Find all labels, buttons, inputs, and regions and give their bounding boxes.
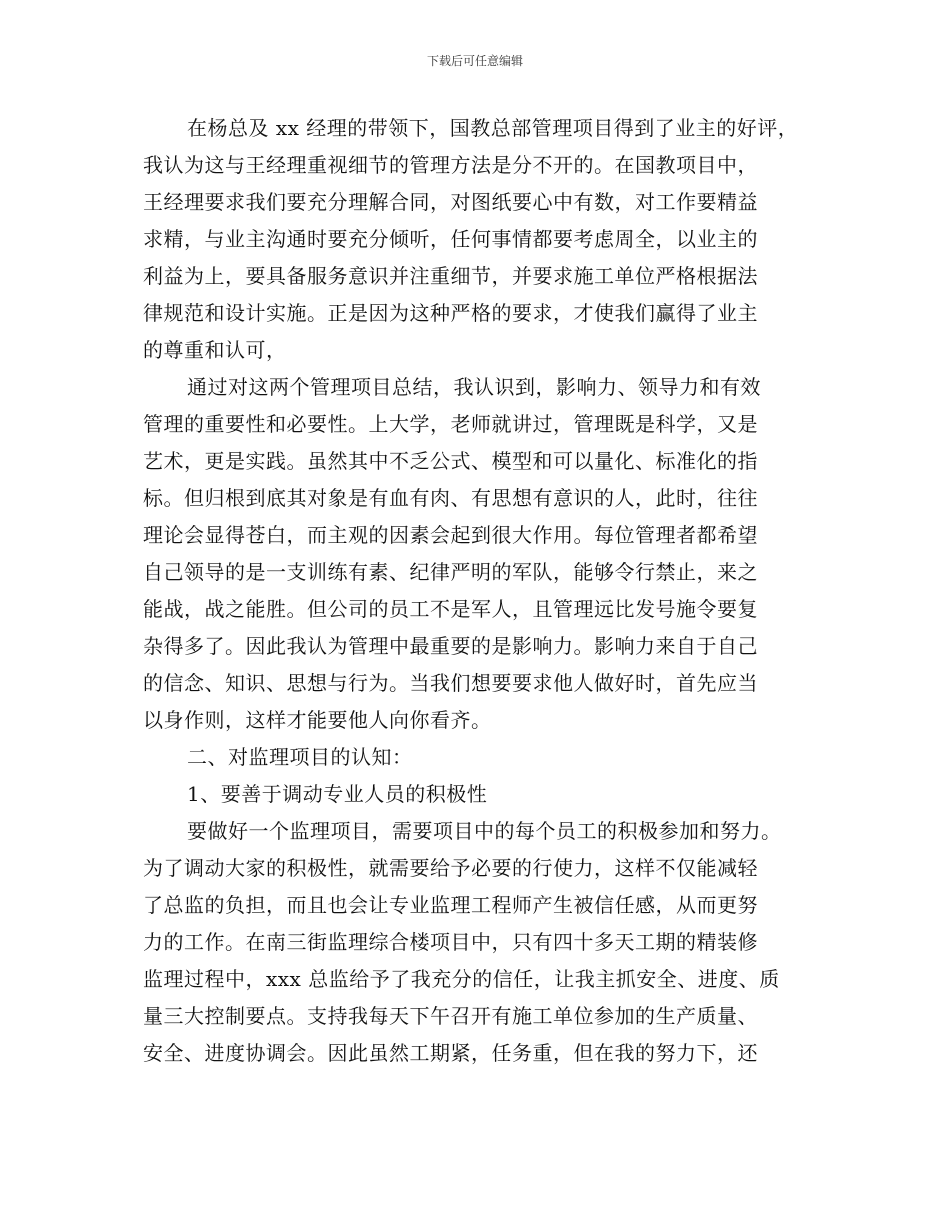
text-line: 通过对这两个管理项目总结，我认识到，影响力、领导力和有效 bbox=[187, 375, 761, 399]
text-line: 了总监的负担，而且也会让专业监理工程师产生被信任感，从而更努 bbox=[143, 893, 758, 917]
text-line: 的信念、知识、思想与行为。当我们想要要求他人做好时，首先应当 bbox=[143, 671, 758, 695]
text-line: 二、对监理项目的认知： bbox=[187, 745, 413, 769]
document-body bbox=[143, 110, 833, 1072]
text-line: 我认为这与王经理重视细节的管理方法是分不开的。在国教项目中， bbox=[143, 153, 758, 177]
text-line: 杂得多了。因此我认为管理中最重要的是影响力。影响力来自于自己 bbox=[143, 634, 758, 658]
text-line: 量三大控制要点。支持我每天下午召开有施工单位参加的生产质量、 bbox=[143, 1004, 758, 1028]
text-line: 能战，战之能胜。但公司的员工不是军人，且管理远比发号施令要复 bbox=[143, 597, 758, 621]
text-line: 要做好一个监理项目，需要项目中的每个员工的积极参加和努力。 bbox=[187, 819, 782, 843]
text-line: 求精，与业主沟通时要充分倾听，任何事情都要考虑周全，以业主的 bbox=[143, 227, 758, 251]
text-line: 利益为上，要具备服务意识并注重细节，并要求施工单位严格根据法 bbox=[143, 264, 758, 288]
text-line: 1、要善于调动专业人员的积极性 bbox=[187, 782, 488, 806]
text-line: 理论会显得苍白，而主观的因素会起到很大作用。每位管理者都希望 bbox=[143, 523, 758, 547]
text-line: 监理过程中，xxx 总监给予了我充分的信任，让我主抓安全、进度、质 bbox=[143, 967, 780, 991]
page-header: 下载后可任意编辑 bbox=[426, 54, 523, 68]
text-line: 在杨总及 xx 经理的带领下，国教总部管理项目得到了业主的好评， bbox=[187, 116, 799, 140]
text-line: 王经理要求我们要充分理解合同，对图纸要心中有数，对工作要精益 bbox=[143, 190, 758, 214]
text-line: 的尊重和认可， bbox=[143, 338, 287, 362]
text-line: 律规范和设计实施。正是因为这种严格的要求，才使我们赢得了业主 bbox=[143, 301, 758, 325]
text-line: 为了调动大家的积极性，就需要给予必要的行使力，这样不仅能减轻 bbox=[143, 856, 758, 880]
text-line: 安全、进度协调会。因此虽然工期紧，任务重，但在我的努力下，还 bbox=[143, 1041, 758, 1065]
text-line: 艺术，更是实践。虽然其中不乏公式、模型和可以量化、标准化的指 bbox=[143, 449, 758, 473]
text-line: 标。但归根到底其对象是有血有肉、有思想有意识的人，此时，往往 bbox=[143, 486, 758, 510]
text-line: 以身作则，这样才能要他人向你看齐。 bbox=[143, 708, 492, 732]
text-line: 力的工作。在南三街监理综合楼项目中，只有四十多天工期的精装修 bbox=[143, 930, 758, 954]
text-line: 自己领导的是一支训练有素、纪律严明的军队，能够令行禁止，来之 bbox=[143, 560, 758, 584]
text-line: 管理的重要性和必要性。上大学，老师就讲过，管理既是科学，又是 bbox=[143, 412, 758, 436]
